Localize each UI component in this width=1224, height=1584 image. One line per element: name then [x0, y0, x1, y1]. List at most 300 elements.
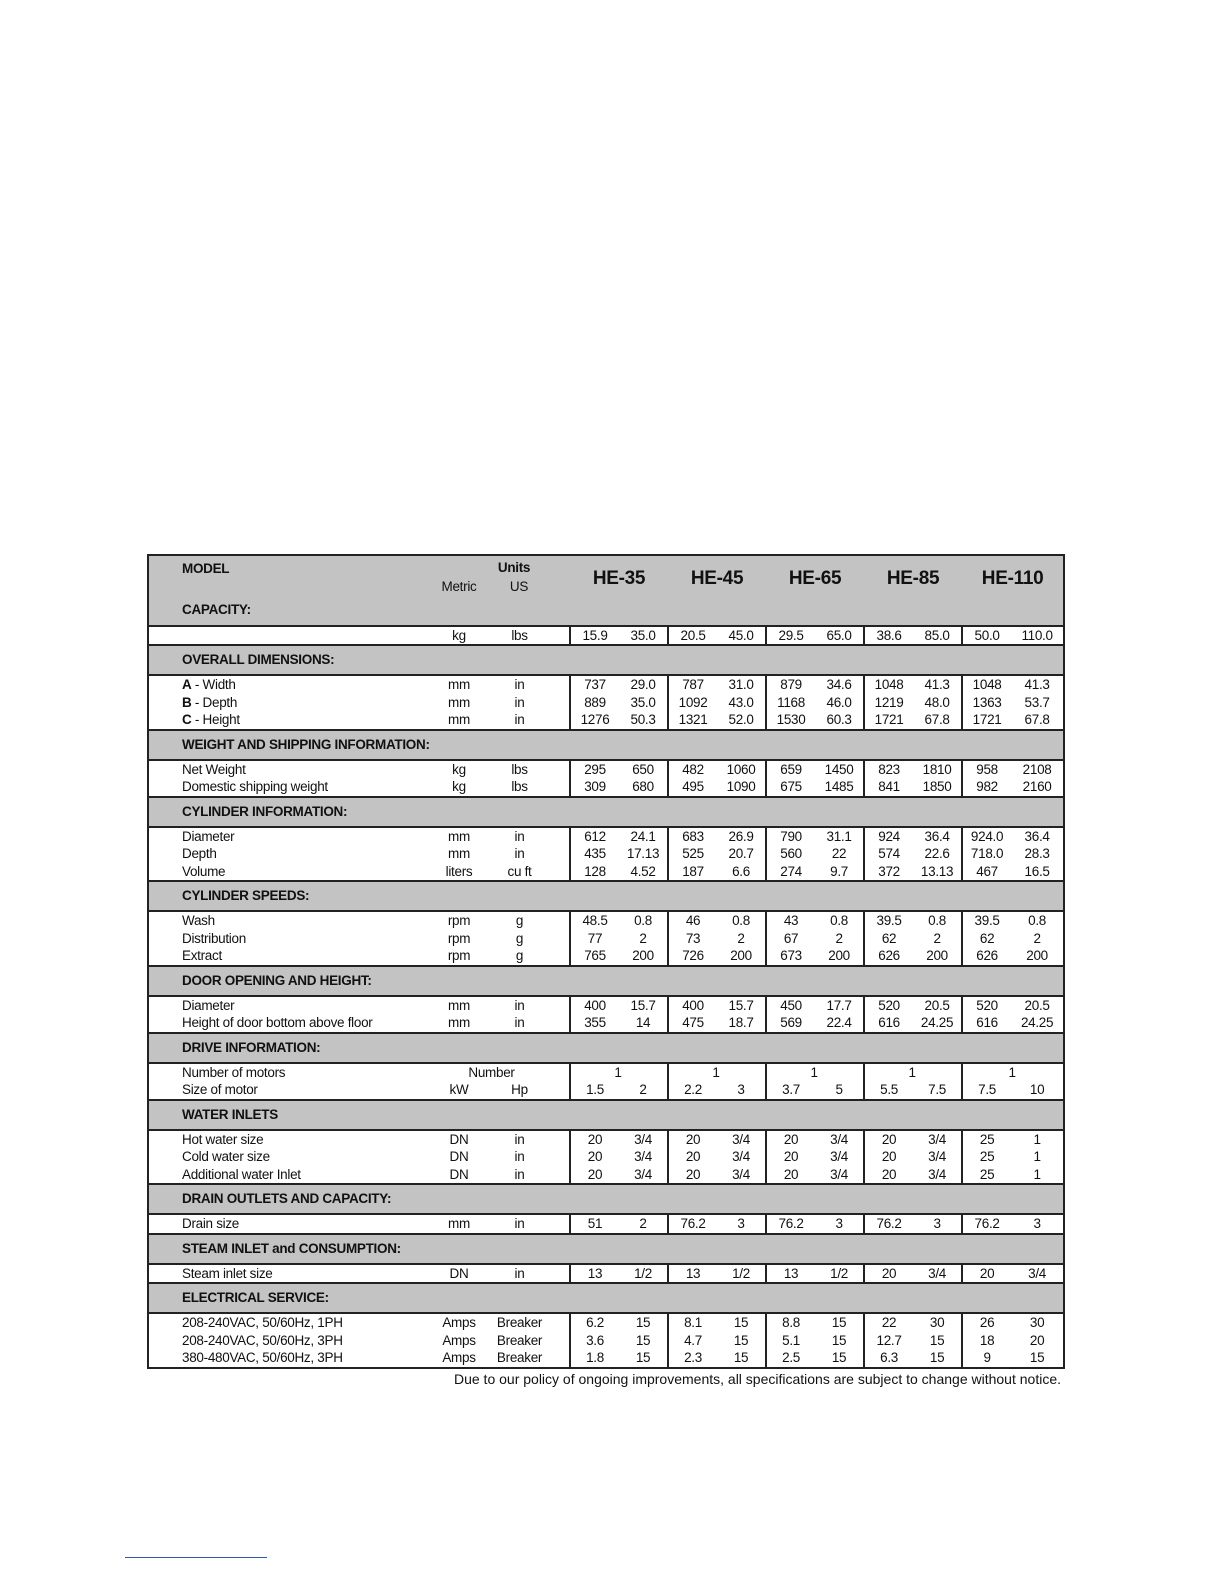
us-unit: lbs — [511, 627, 528, 643]
value-cell: 62 — [962, 930, 1011, 948]
value-cell: 0.8 — [928, 913, 946, 928]
value-cell: 659 — [766, 760, 815, 779]
value-cell: 673 — [766, 947, 815, 966]
value-cell: 718.0 — [962, 845, 1011, 863]
value-cell: 73 — [668, 930, 717, 948]
value-cell: 2.3 — [668, 1349, 717, 1368]
data-row — [148, 1063, 1064, 1082]
value-cell: 1090 — [726, 779, 756, 794]
blank-cell — [148, 578, 428, 596]
data-row — [148, 845, 1064, 863]
value-cell: 25 — [962, 1148, 1011, 1166]
value-cell: 25 — [962, 1130, 1011, 1149]
us-unit: Hp — [511, 1082, 528, 1097]
metric-unit: Amps — [442, 1332, 476, 1348]
value-cell: 0.8 — [634, 913, 652, 928]
value-cell: 53.7 — [1024, 694, 1050, 710]
row-label: 208-240VAC, 50/60Hz, 1PH — [182, 1315, 343, 1330]
data-row — [148, 1130, 1064, 1149]
value-cell: 20.5 — [1024, 997, 1050, 1013]
capacity-row — [148, 626, 1064, 646]
value-cell: 1363 — [962, 694, 1011, 712]
unit-label: Number — [468, 1064, 515, 1080]
value-cell: 24.25 — [920, 1015, 954, 1030]
data-row — [148, 778, 1064, 797]
value-cell: 20.7 — [728, 846, 754, 861]
value-cell: 15 — [929, 1350, 945, 1365]
value-cell: 0.8 — [732, 913, 750, 928]
value-cell: 200 — [926, 948, 948, 963]
value-cell: 616 — [962, 1014, 1011, 1033]
value-cell: 1485 — [824, 779, 854, 794]
value-cell: 1092 — [668, 694, 717, 712]
row-label: Volume — [182, 863, 226, 879]
value-cell: 726 — [668, 947, 717, 966]
value-cell: 85.0 — [924, 627, 950, 643]
value-cell: 400 — [668, 996, 717, 1015]
value-cell: 16.5 — [1024, 863, 1050, 879]
row-label: 208-240VAC, 50/60Hz, 3PH — [182, 1332, 343, 1348]
value-cell: 6.2 — [570, 1313, 619, 1332]
model-header: HE-65 — [766, 555, 864, 595]
metric-unit: DN — [449, 1265, 469, 1281]
row-label: Distribution — [182, 930, 246, 946]
section-title: CYLINDER INFORMATION: — [148, 797, 1064, 827]
row-label: Depth — [182, 846, 217, 861]
value-cell: 2.5 — [766, 1349, 815, 1368]
value-cell: 9.7 — [830, 863, 848, 879]
value-cell: 22.4 — [826, 1015, 852, 1030]
value-cell: 3 — [1033, 1216, 1041, 1231]
value-cell: 0.8 — [1028, 913, 1047, 928]
row-label-text: - Height — [191, 712, 240, 727]
value-cell: 680 — [632, 779, 654, 794]
value-cell: 12.7 — [864, 1332, 913, 1350]
metric-unit: DN — [449, 1131, 469, 1147]
value-cell: 187 — [668, 863, 717, 882]
value-cell: 20 — [570, 1166, 619, 1185]
value-cell: 15 — [831, 1350, 847, 1365]
units-label: Units — [428, 555, 570, 578]
value-cell: 450 — [766, 996, 815, 1015]
us-unit: Breaker — [496, 1332, 543, 1348]
value-cell: 2 — [639, 930, 647, 946]
data-row — [148, 863, 1064, 882]
value-cell: 67 — [766, 930, 815, 948]
value-cell: 15 — [929, 1332, 945, 1348]
value-cell: 765 — [570, 947, 619, 966]
us-unit: in — [514, 694, 525, 710]
metric-unit: mm — [448, 1015, 470, 1030]
row-label: Number of motors — [182, 1064, 286, 1080]
value-cell: 15.7 — [630, 997, 656, 1013]
data-row — [148, 1214, 1064, 1234]
value-cell: 3/4 — [830, 1166, 848, 1182]
value-cell: 3 — [835, 1216, 843, 1231]
section-header-row — [148, 966, 1064, 996]
us-unit: g — [515, 948, 524, 963]
metric-unit: mm — [448, 1216, 470, 1231]
model-header: HE-85 — [864, 555, 962, 595]
value-cell: 15 — [831, 1315, 847, 1330]
value-cell: 0.8 — [830, 913, 848, 928]
value-cell: 17.7 — [826, 997, 852, 1013]
data-row — [148, 1014, 1064, 1033]
us-unit: in — [514, 1216, 525, 1231]
value-cell: 15 — [635, 1350, 651, 1365]
metric-unit: mm — [448, 997, 470, 1013]
value-cell: 9 — [962, 1349, 1011, 1368]
value-cell: 787 — [668, 675, 717, 694]
value-cell: 50.0 — [962, 626, 1011, 646]
value-cell: 520 — [962, 996, 1011, 1015]
value-cell: 35.0 — [630, 694, 656, 710]
value-cell: 1450 — [824, 761, 854, 777]
value-cell: 3/4 — [732, 1149, 750, 1164]
data-row — [148, 1148, 1064, 1166]
value-cell: 2 — [835, 930, 843, 946]
value-cell: 274 — [766, 863, 815, 882]
row-label-text: - Width — [191, 677, 236, 692]
value-cell: 790 — [766, 827, 815, 846]
row-label: Diameter — [182, 997, 235, 1013]
us-unit: lbs — [511, 761, 528, 777]
merged-value: 1 — [864, 1063, 962, 1082]
value-cell: 737 — [570, 675, 619, 694]
value-cell: 29.5 — [766, 626, 815, 646]
value-cell: 675 — [766, 778, 815, 797]
value-cell: 128 — [570, 863, 619, 882]
data-row — [148, 996, 1064, 1015]
value-cell: 35.0 — [630, 627, 656, 643]
value-cell: 1.5 — [570, 1081, 619, 1100]
value-cell: 1.8 — [570, 1349, 619, 1368]
value-cell: 626 — [864, 947, 913, 966]
value-cell: 3 — [737, 1082, 745, 1097]
value-cell: 20 — [766, 1148, 815, 1166]
us-unit: in — [514, 712, 525, 727]
metric-unit: DN — [449, 1149, 469, 1164]
value-cell: 20 — [766, 1166, 815, 1185]
value-cell: 3 — [737, 1216, 745, 1231]
value-cell: 20 — [864, 1130, 913, 1149]
value-cell: 2 — [737, 930, 745, 946]
value-cell: 20 — [1029, 1332, 1045, 1348]
section-title: DOOR OPENING AND HEIGHT: — [148, 966, 1064, 996]
value-cell: 20 — [864, 1166, 913, 1185]
value-cell: 650 — [632, 761, 654, 777]
data-row — [148, 947, 1064, 966]
value-cell: 683 — [668, 827, 717, 846]
value-cell: 15 — [733, 1332, 749, 1348]
value-cell: 355 — [570, 1014, 619, 1033]
value-cell: 1060 — [726, 761, 756, 777]
value-cell: 30 — [1029, 1315, 1045, 1330]
value-cell: 76.2 — [864, 1214, 913, 1234]
value-cell: 39.5 — [864, 911, 913, 930]
value-cell: 2 — [639, 1082, 647, 1097]
value-cell: 15 — [733, 1350, 749, 1365]
value-cell: 24.1 — [630, 828, 656, 844]
value-cell: 38.6 — [864, 626, 913, 646]
merged-value: 1 — [766, 1063, 864, 1082]
value-cell: 25 — [962, 1166, 1011, 1185]
value-cell: 29.0 — [630, 677, 656, 692]
value-cell: 1168 — [766, 694, 815, 712]
value-cell: 8.8 — [766, 1313, 815, 1332]
value-cell: 3/4 — [732, 1166, 750, 1182]
value-cell: 1 — [1033, 1131, 1041, 1147]
value-cell: 15.7 — [728, 997, 754, 1013]
us-unit: in — [514, 846, 525, 861]
metric-unit: DN — [449, 1166, 469, 1182]
value-cell: 3/4 — [928, 1149, 946, 1164]
value-cell: 39.5 — [962, 911, 1011, 930]
value-cell: 1/2 — [830, 1265, 848, 1281]
value-cell: 200 — [730, 948, 752, 963]
value-cell: 982 — [962, 778, 1011, 797]
section-title: CYLINDER SPEEDS: — [148, 881, 1064, 911]
value-cell: 626 — [962, 947, 1011, 966]
value-cell: 1/2 — [732, 1265, 750, 1281]
us-unit: in — [514, 1015, 525, 1030]
data-row — [148, 930, 1064, 948]
value-cell: 1276 — [570, 711, 619, 730]
row-label — [148, 626, 428, 646]
value-cell: 841 — [864, 778, 913, 797]
value-cell: 1810 — [922, 761, 952, 777]
value-cell: 2160 — [1022, 779, 1052, 794]
value-cell: 3/4 — [634, 1131, 652, 1147]
value-cell: 2 — [933, 930, 941, 946]
value-cell: 76.2 — [668, 1214, 717, 1234]
section-header-row — [148, 797, 1064, 827]
value-cell: 958 — [962, 760, 1011, 779]
value-cell: 20 — [766, 1130, 815, 1149]
value-cell: 18.7 — [728, 1015, 754, 1030]
value-cell: 1321 — [668, 711, 717, 730]
row-label — [148, 694, 428, 712]
value-cell: 200 — [828, 948, 850, 963]
value-cell: 495 — [668, 778, 717, 797]
section-header-row — [148, 881, 1064, 911]
metric-unit: kg — [452, 627, 466, 643]
value-cell: 51 — [570, 1214, 619, 1234]
value-cell: 52.0 — [728, 712, 754, 727]
us-unit: in — [514, 1166, 525, 1182]
value-cell: 372 — [864, 863, 913, 882]
value-cell: 5.1 — [766, 1332, 815, 1350]
metric-unit: Amps — [442, 1315, 476, 1330]
value-cell: 13 — [570, 1264, 619, 1284]
data-row — [148, 694, 1064, 712]
section-title: STEAM INLET and CONSUMPTION: — [148, 1234, 1064, 1264]
value-cell: 60.3 — [826, 712, 852, 727]
value-cell: 22.6 — [924, 846, 950, 861]
value-cell: 31.0 — [728, 677, 754, 692]
value-cell: 520 — [864, 996, 913, 1015]
metric-unit: liters — [445, 863, 473, 879]
capacity-header-row — [148, 595, 1064, 626]
value-cell: 6.3 — [864, 1349, 913, 1368]
value-cell: 67.8 — [1024, 712, 1050, 727]
us-unit: cu ft — [507, 863, 532, 879]
section-title: DRIVE INFORMATION: — [148, 1033, 1064, 1063]
value-cell: 3/4 — [732, 1131, 750, 1147]
value-cell: 65.0 — [826, 627, 852, 643]
value-cell: 1530 — [766, 711, 815, 730]
value-cell: 616 — [864, 1014, 913, 1033]
row-label-key: C — [182, 712, 192, 727]
value-cell: 482 — [668, 760, 717, 779]
us-label: US — [490, 578, 570, 596]
row-label: Extract — [182, 948, 222, 963]
section-header-row — [148, 1033, 1064, 1063]
data-row — [148, 1332, 1064, 1350]
value-cell: 13.13 — [920, 863, 954, 879]
value-cell: 1048 — [962, 675, 1011, 694]
metric-unit: rpm — [447, 948, 471, 963]
row-label-text: - Depth — [191, 694, 238, 710]
value-cell: 309 — [570, 778, 619, 797]
row-label — [148, 711, 428, 730]
value-cell: 1048 — [864, 675, 913, 694]
value-cell: 3.6 — [570, 1332, 619, 1350]
header-row — [148, 555, 1064, 578]
value-cell: 15 — [733, 1315, 749, 1330]
value-cell: 20 — [962, 1264, 1011, 1284]
value-cell: 475 — [668, 1014, 717, 1033]
value-cell: 7.5 — [962, 1081, 1011, 1100]
value-cell: 22 — [831, 846, 847, 861]
row-label: 380-480VAC, 50/60Hz, 3PH — [182, 1350, 343, 1365]
metric-label: Metric — [428, 578, 490, 596]
value-cell: 3 — [933, 1216, 941, 1231]
value-cell: 17.13 — [626, 846, 660, 861]
section-title: WEIGHT AND SHIPPING INFORMATION: — [148, 730, 1064, 760]
data-row — [148, 911, 1064, 930]
data-row — [148, 1313, 1064, 1332]
metric-unit: kg — [452, 779, 466, 794]
model-label: MODEL — [148, 555, 428, 578]
merged-value: 1 — [570, 1063, 668, 1082]
metric-unit: mm — [448, 846, 470, 861]
section-header-row — [148, 730, 1064, 760]
metric-unit: kW — [449, 1082, 469, 1097]
value-cell: 30 — [929, 1315, 945, 1330]
value-cell: 3/4 — [634, 1149, 652, 1164]
value-cell: 28.3 — [1024, 846, 1050, 861]
value-cell: 2 — [1033, 930, 1041, 946]
value-cell: 20 — [668, 1130, 717, 1149]
value-cell: 467 — [962, 863, 1011, 882]
value-cell: 15.9 — [570, 626, 619, 646]
value-cell: 43 — [766, 911, 815, 930]
value-cell: 4.7 — [668, 1332, 717, 1350]
value-cell: 200 — [632, 948, 654, 963]
section-title: ELECTRICAL SERVICE: — [148, 1283, 1064, 1313]
value-cell: 569 — [766, 1014, 815, 1033]
us-unit: in — [514, 828, 525, 844]
section-header-row — [148, 1234, 1064, 1264]
data-row — [148, 1349, 1064, 1368]
row-label: Domestic shipping weight — [182, 779, 328, 794]
blank-cell — [428, 595, 1064, 626]
value-cell: 15 — [635, 1332, 651, 1348]
data-row — [148, 1264, 1064, 1284]
row-label-key: A — [182, 677, 192, 692]
metric-unit: rpm — [447, 930, 471, 946]
data-row — [148, 711, 1064, 730]
merged-value: 1 — [668, 1063, 766, 1082]
value-cell: 15 — [635, 1315, 651, 1330]
value-cell: 525 — [668, 845, 717, 863]
value-cell: 13 — [668, 1264, 717, 1284]
us-unit: Breaker — [496, 1315, 543, 1330]
value-cell: 24.25 — [1020, 1015, 1054, 1030]
value-cell: 22 — [864, 1313, 913, 1332]
us-unit: in — [514, 1265, 525, 1281]
value-cell: 20 — [570, 1130, 619, 1149]
capacity-label: CAPACITY: — [148, 595, 428, 626]
value-cell: 1/2 — [634, 1265, 652, 1281]
value-cell: 3/4 — [830, 1149, 848, 1164]
data-row — [148, 1166, 1064, 1185]
data-row — [148, 760, 1064, 779]
row-label: Cold water size — [182, 1149, 270, 1164]
model-header: HE-35 — [570, 555, 668, 595]
data-row — [148, 827, 1064, 846]
section-header-row — [148, 645, 1064, 675]
spec-sheet — [147, 554, 1063, 1387]
value-cell: 3.7 — [766, 1081, 815, 1100]
value-cell: 36.4 — [924, 828, 950, 844]
value-cell: 15 — [831, 1332, 847, 1348]
value-cell: 6.6 — [732, 863, 750, 879]
value-cell: 3/4 — [928, 1131, 946, 1147]
row-label: Wash — [182, 913, 215, 928]
row-label: Diameter — [182, 828, 235, 844]
value-cell: 77 — [570, 930, 619, 948]
value-cell: 7.5 — [928, 1082, 946, 1097]
value-cell: 15 — [1029, 1350, 1045, 1365]
row-label-key: B — [182, 694, 192, 710]
value-cell: 823 — [864, 760, 913, 779]
value-cell: 20 — [864, 1148, 913, 1166]
value-cell: 3/4 — [634, 1166, 652, 1182]
value-cell: 400 — [570, 996, 619, 1015]
value-cell: 1219 — [864, 694, 913, 712]
row-label: Size of motor — [182, 1082, 258, 1097]
value-cell: 924.0 — [962, 827, 1011, 846]
value-cell: 3/4 — [830, 1131, 848, 1147]
value-cell: 13 — [766, 1264, 815, 1284]
value-cell: 62 — [864, 930, 913, 948]
data-row — [148, 1081, 1064, 1100]
value-cell: 879 — [766, 675, 815, 694]
value-cell: 20 — [668, 1166, 717, 1185]
row-label: Additional water Inlet — [182, 1166, 301, 1182]
value-cell: 435 — [570, 845, 619, 863]
value-cell: 26 — [962, 1313, 1011, 1332]
metric-unit: rpm — [447, 913, 471, 928]
value-cell: 924 — [864, 827, 913, 846]
metric-unit: mm — [448, 694, 470, 710]
value-cell: 3/4 — [928, 1265, 946, 1281]
metric-unit: kg — [452, 761, 466, 777]
value-cell: 295 — [570, 760, 619, 779]
disclaimer-note: Due to our policy of ongoing improvements, all specifications are subject to change without notice. — [453, 1370, 1061, 1387]
